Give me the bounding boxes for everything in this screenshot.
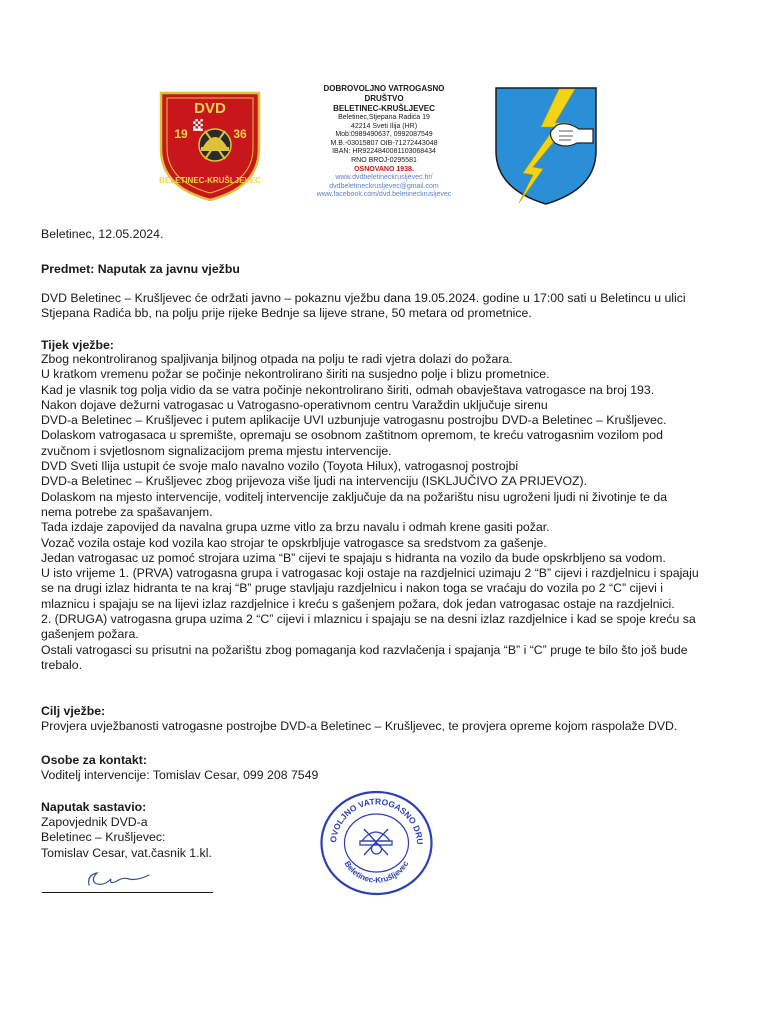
- course-line: 2. (DRUGA) vatrogasna grupa uzima 2 “C” cijevi i mlaznicu i spajaju se na desni izlaz razdjelnice i kad se spoje kreću sa: [41, 612, 696, 627]
- course-line: zvučnom i svjetlosnom signalizacijom prema mjestu intervencije.: [41, 443, 392, 458]
- course-line: Ostali vatrogasci su prisutni na požarištu zbog pomaganja kod razvlačenja i spajanja “B” i “C” pruge te bilo što još bude: [41, 642, 688, 657]
- course-line: DVD-a Beletinec – Krušljevec i putem aplikacije UVI uzbunjuje vatrogasnu postrojbu DVD-a Beletinec – Krušljevec.: [41, 413, 667, 428]
- course-line: U kratkom vremenu požar se počinje nekontrolirano širiti na susjedno polje i blizu prometnice.: [41, 367, 550, 382]
- org-iban: IBAN: HR9224840081103068434: [332, 148, 436, 156]
- course-heading: Tijek vježbe:: [41, 338, 114, 352]
- course-line: Dolaskom na mjesto intervencije, voditelj intervencije zaključuje da na požarištu nisu ugroženi ljudi ni životinje te da: [41, 489, 668, 504]
- author-block: [41, 815, 212, 861]
- org-phone: Mob:0989490637, 0992087549: [335, 131, 433, 139]
- course-line: Vozač vozila ostaje kod vozila kao strojar te opskrbljuje vatrogasce sa sredstvom za gašenje.: [41, 535, 547, 550]
- org-founded: OSNOVANO 1938.: [354, 165, 414, 173]
- contact-text: Voditelj intervencije: Tomislav Cesar, 099 208 7549: [41, 768, 319, 782]
- org-name-line2: DRUŠTVO: [364, 94, 404, 103]
- org-email-link[interactable]: dvdbeletineckrusljevec@gmail.com: [329, 182, 439, 190]
- course-line: Jedan vatrogasac uz pomoć strojara uzima “B” cijevi te spajaju s hidranta na vozilo da bude opskrbljeno sa vodom.: [41, 550, 666, 565]
- org-postal: 42214 Sveti Ilija (HR): [350, 122, 418, 130]
- course-line: Kad je vlasnik tog polja vidio da se vatra počinje nekontrolirano širiti, odmah obavještava vatrogasce na broj 193.: [41, 382, 655, 397]
- svg-text:DOBROVOLJNO VATROGASNO DRUŠTVO: OVOLJNO VATROGASNO DRU: [327, 796, 426, 845]
- author-heading: Naputak sastavio:: [41, 800, 147, 814]
- goal-heading: Cilj vježbe:: [41, 704, 106, 718]
- org-address: Beletinec,Stjepana Radića 19: [338, 114, 430, 121]
- course-line: mlaznicu i spajaju se na lijevi izlaz razdjelnice i kreću s gašenjem požara, dok jedan vatrogasac ostaje na razdjelnici.: [41, 596, 675, 611]
- signature-line: [42, 892, 213, 893]
- course-line: U isto vrijeme 1. (PRVA) vatrogasna grupa i vatrogasac koji ostaje na razdjelnici uzimaju 2 “B” cijevi i razdjelnicu i spajaju: [41, 566, 699, 581]
- organization-info-block: [288, 84, 480, 200]
- course-line: DVD-a Beletinec – Krušljevec zbog prijevoza više ljudi na intervenciju (ISKLJUČIVO ZA PRIJEVOZ).: [41, 474, 588, 489]
- author-line: Beletinec – Krušljevec:: [41, 830, 166, 845]
- author-line: Tomislav Cesar, vat.časnik 1.kl.: [41, 845, 212, 860]
- org-rno: RNO BROJ-0295581: [351, 156, 417, 164]
- course-line: se na drugi izlaz hidranta te na kraj “B” pruge stavljaju razdjelnicu i nakon toga se vraćaju do vozila po 2 “C” cijevi i: [41, 581, 663, 596]
- author-line: Zapovjednik DVD-a: [41, 815, 148, 829]
- course-line: Zbog nekontroliranog spaljivanja biljnog otpada na polju te radi vjetra dolazi do požara.: [41, 352, 513, 366]
- round-stamp-icon: [318, 789, 435, 897]
- svg-text:36: 36: [233, 127, 247, 141]
- org-website-link[interactable]: www.dvdbeletineckrusljevec.hr/: [335, 174, 433, 182]
- goal-text: Provjera uvježbanosti vatrogasne postrojbe DVD-a Beletinec – Krušljevec, te provjera opreme kojom raspolaže DVD.: [41, 719, 678, 733]
- letter-subject: Predmet: Naputak za javnu vježbu: [41, 262, 240, 276]
- svg-text:DVD: DVD: [194, 100, 226, 117]
- svg-text:Beletinec-Krušljevec: Beletinec-Krušljevec: [342, 859, 411, 885]
- course-line: Tada izdaje zapovijed da navalna grupa uzme vitlo za brzu navalu i odmah krene gasiti požar.: [41, 520, 550, 535]
- course-line: gašenjem požara.: [41, 627, 139, 642]
- course-line: trebalo.: [41, 657, 83, 672]
- handwritten-signature: [85, 865, 155, 891]
- course-line: Dolaskom vatrogasaca u spremište, opremaju se osobnom zaštitnom opremom, te kreću vatrogasnim vozilom pod: [41, 428, 663, 443]
- org-facebook-link[interactable]: www.facebook.com/dvd.beletineckrusljevec: [316, 191, 452, 199]
- intro-line: Stjepana Radića bb, na polju prije rijeke Bednje sa lijeve strane, 50 metara od prometnice.: [41, 306, 532, 321]
- course-paragraph: [41, 352, 699, 673]
- svg-text:19: 19: [174, 127, 188, 141]
- org-name-line1: DOBROVOLJNO VATROGASNO: [323, 84, 445, 93]
- intro-paragraph: [41, 291, 686, 322]
- org-name-line3: BELETINEC-KRUŠLJEVEC: [333, 104, 435, 113]
- contact-heading: Osobe za kontakt:: [41, 753, 147, 767]
- course-line: DVD Sveti Ilija ustupit će svoje malo navalno vozilo (Toyota Hilux), vatrogasnoj postrojbi: [41, 459, 519, 474]
- course-line: nema potrebe za spašavanjem.: [41, 504, 213, 519]
- intro-line: DVD Beletinec – Krušljevec će održati javno – pokaznu vježbu dana 19.05.2024. godine u 17:00 sati u Beletincu u ulici: [41, 291, 686, 305]
- dvd-emblem-logo: [157, 87, 263, 203]
- course-line: Nakon dojave dežurni vatrogasac u Vatrogasno-operativnom centru Varaždin uključuje sirenu: [41, 397, 548, 412]
- org-ids: M.B.-03015807 OIB-71272443048: [330, 139, 438, 147]
- letter-date: Beletinec, 12.05.2024.: [41, 227, 164, 241]
- svg-text:BELETINEC-KRUŠLJEVEC: BELETINEC-KRUŠLJEVEC: [159, 176, 261, 185]
- coat-of-arms-lightning-hand-icon: [493, 85, 599, 207]
